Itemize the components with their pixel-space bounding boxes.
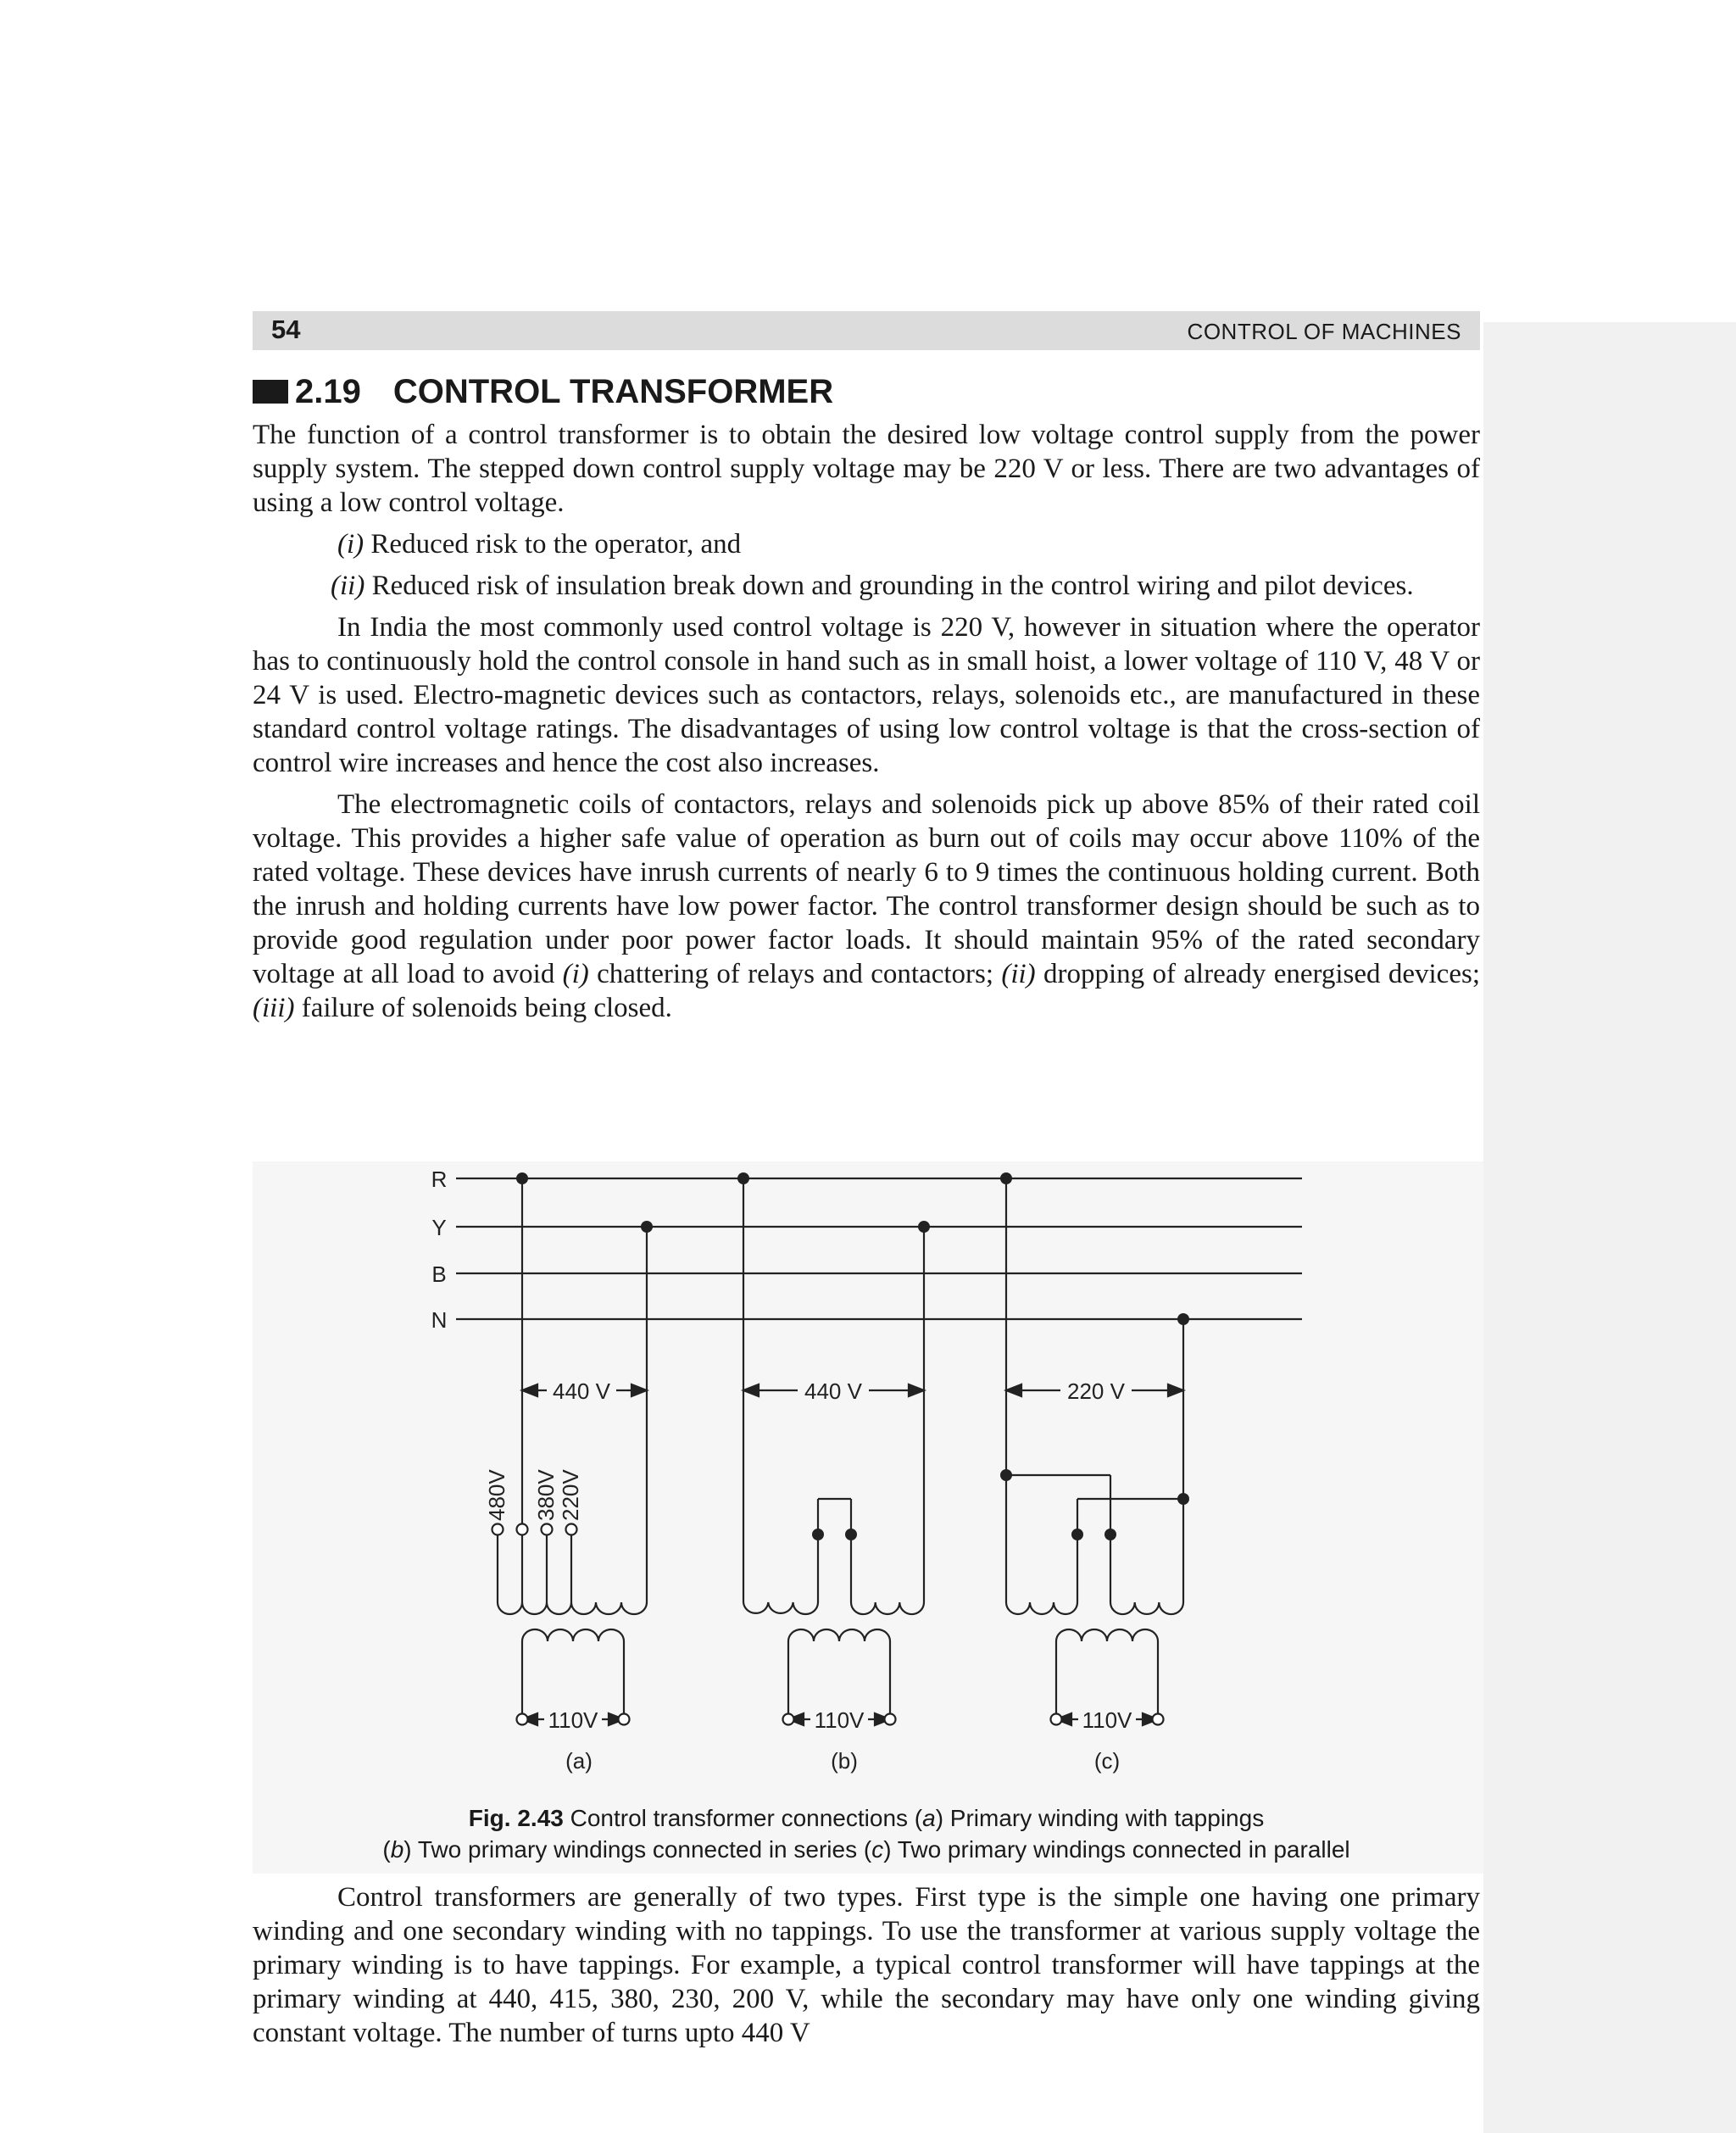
page-number: 54 <box>271 315 301 344</box>
paragraph-intro: The function of a control transformer is to obtain the desired low voltage control supply from the power supply system. The stepped down control supply voltage may be 220 V or less. There are two advantages of using a low control voltage. <box>253 420 1480 518</box>
figure-label: Fig. 2.43 <box>468 1805 564 1831</box>
tap-label-220v: 220V <box>558 1469 583 1521</box>
caption-line-2: (b) Two primary windings connected in series (c) Two primary windings connected in parallel <box>382 1836 1350 1863</box>
paragraph-control-voltage: In India the most commonly used control voltage is 220 V, however in situation where the operator has to continuously hold the control console in hand such as in small hoist, a lower voltage of 110 V, 48 V or 24 V is used. Electro-magnetic devices such as contactors, relays, solenoids etc., are manufactured in these standard control voltage ratings. The disadvantages of using low control voltage is that the cross-section of control wire increases and hence the cost also increases. <box>253 612 1480 778</box>
transformer-connection-diagram <box>253 1161 1483 1780</box>
secondary-voltage-b: 110V <box>814 1707 865 1733</box>
paragraph-types: Control transformers are generally of two types. First type is the simple one having one primary winding and one secondary winding with no tappings. To use the transformer at various supply voltage the primary winding is to have tappings. For example, a typical control transformer will have tappings at the primary winding at 440, 415, 380, 230, 200 V, while the secondary may have only one winding giving constant voltage. The number of turns upto 440 V <box>253 1882 1480 2048</box>
section-number: 2.19 <box>295 372 361 410</box>
list-item-ii: (ii) Reduced risk of insulation break down and grounding in the control wiring and pilot devices. <box>331 571 1414 601</box>
primary-voltage-a: 440 V <box>553 1378 610 1404</box>
phase-label-y: Y <box>431 1215 447 1240</box>
list-item-i: (i) Reduced risk to the operator, and <box>337 529 742 560</box>
section-title: CONTROL TRANSFORMER <box>392 372 834 410</box>
secondary-voltage-a: 110V <box>548 1707 598 1733</box>
sub-label-a: (a) <box>565 1748 593 1774</box>
phase-label-b: B <box>431 1261 447 1287</box>
figure-caption <box>253 1802 1480 1865</box>
primary-voltage-c: 220 V <box>1067 1378 1125 1404</box>
phase-label-n: N <box>431 1307 448 1333</box>
sub-label-c: (c) <box>1093 1748 1121 1774</box>
heading-square-icon <box>253 380 288 404</box>
sub-label-b: (b) <box>831 1748 858 1774</box>
tap-label-380v: 380V <box>533 1469 559 1521</box>
section-heading <box>253 370 833 414</box>
running-head: CONTROL OF MACHINES <box>1187 319 1461 344</box>
page-background-shade <box>1483 322 1736 2133</box>
phase-label-r: R <box>431 1167 448 1192</box>
paragraph-coils: The electromagnetic coils of contactors, relays and solenoids pick up above 85% of their rated coil voltage. This provides a higher safe value of operation as burn out of coils may occur above 110% of the rated voltage. These devices have inrush currents of nearly 6 to 9 times the continuous holding current. Both the inrush and holding currents have low power factor. The control transformer design should be such as to provide good regulation under poor power factor loads. It should maintain 95% of the rated secondary voltage at all load to avoid (i) chattering of relays and contactors; (ii) dropping of already energised devices; (iii) failure of solenoids being closed. <box>253 789 1480 1023</box>
primary-voltage-b: 440 V <box>804 1378 862 1404</box>
tap-label-480v: 480V <box>484 1469 509 1521</box>
body-text-bottom <box>253 1880 1480 2058</box>
secondary-voltage-c: 110V <box>1082 1707 1132 1733</box>
body-text-top <box>253 418 1480 1033</box>
caption-line-1: Fig. 2.43 Control transformer connections (a) Primary winding with tappings <box>468 1805 1265 1831</box>
page-header <box>253 311 1480 350</box>
